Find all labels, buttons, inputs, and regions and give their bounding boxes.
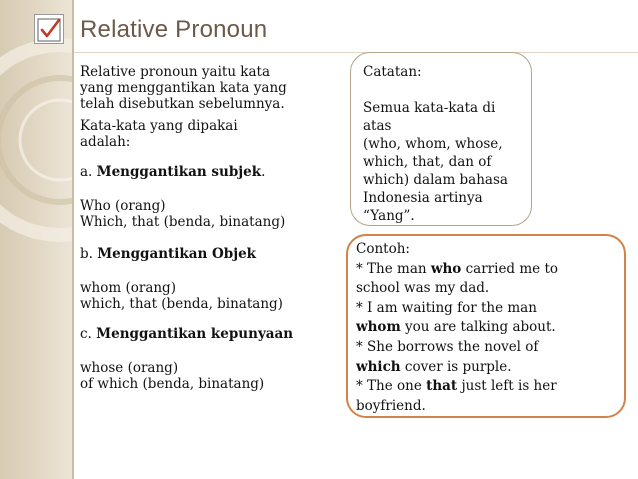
- example-keyword: who: [430, 260, 462, 277]
- decorative-side-band: [0, 0, 72, 479]
- example-keyword: that: [426, 378, 458, 395]
- contoh-heading: Contoh:: [356, 241, 410, 257]
- example-text: * The one: [356, 378, 427, 395]
- section-b-heading: [80, 246, 256, 262]
- section-b-items: whom (orang) which, that (benda, binatang): [80, 280, 283, 312]
- section-marker: b.: [80, 246, 98, 262]
- example-text: * The man: [356, 260, 431, 277]
- catatan-line: “Yang”.: [363, 208, 415, 224]
- section-c-items: whose (orang) of which (benda, binatang): [80, 360, 265, 392]
- catatan-line: Indonesia artinya: [363, 190, 483, 206]
- catatan-heading: Catatan:: [363, 64, 422, 80]
- catatan-line: which) dalam bahasa: [363, 172, 508, 188]
- example-text: cover is purple.: [400, 358, 512, 375]
- contoh-example-box: [346, 234, 626, 418]
- intro-text: Relative pronoun yaitu kata yang menggantikan kata yang telah disebutkan sebelumnya.: [80, 64, 287, 112]
- example-text: you are talking about.: [400, 319, 556, 336]
- example-keyword: which: [356, 358, 401, 375]
- section-heading-text: Menggantikan kepunyaan: [96, 326, 294, 342]
- example-keyword: whom: [356, 319, 401, 336]
- example-text: * She borrows the novel of: [356, 338, 539, 355]
- catatan-line: atas: [363, 118, 392, 134]
- catatan-line: (who, whom, whose,: [363, 136, 503, 152]
- slide-title: Relative Pronoun: [80, 16, 268, 43]
- catatan-line: which, that, dan of: [363, 154, 492, 170]
- catatan-line: Semua kata-kata di: [363, 100, 496, 116]
- checklist-logo-icon: [34, 14, 64, 44]
- example-item: [356, 260, 624, 299]
- example-text: just left is her boyfriend.: [356, 378, 557, 414]
- used-words-text: Kata-kata yang dipakai adalah:: [80, 118, 238, 150]
- section-marker: a.: [80, 164, 97, 180]
- section-a-heading: [80, 164, 265, 180]
- example-item: [356, 299, 624, 338]
- example-text: * I am waiting for the man: [356, 299, 537, 316]
- catatan-note-box: [350, 52, 532, 226]
- example-text: carried me to school was my dad.: [356, 260, 558, 297]
- section-suffix: .: [261, 164, 266, 180]
- section-c-heading: [80, 326, 293, 342]
- section-heading-text: Menggantikan Objek: [97, 246, 257, 262]
- example-item: [356, 338, 624, 377]
- example-item: [356, 377, 624, 416]
- title-divider: [74, 52, 638, 53]
- section-heading-text: Menggantikan subjek: [96, 164, 262, 180]
- side-band-edge: [72, 0, 74, 479]
- section-a-items: Who (orang) Which, that (benda, binatang): [80, 198, 286, 230]
- decorative-circles: [0, 0, 72, 479]
- section-marker: c.: [80, 326, 97, 342]
